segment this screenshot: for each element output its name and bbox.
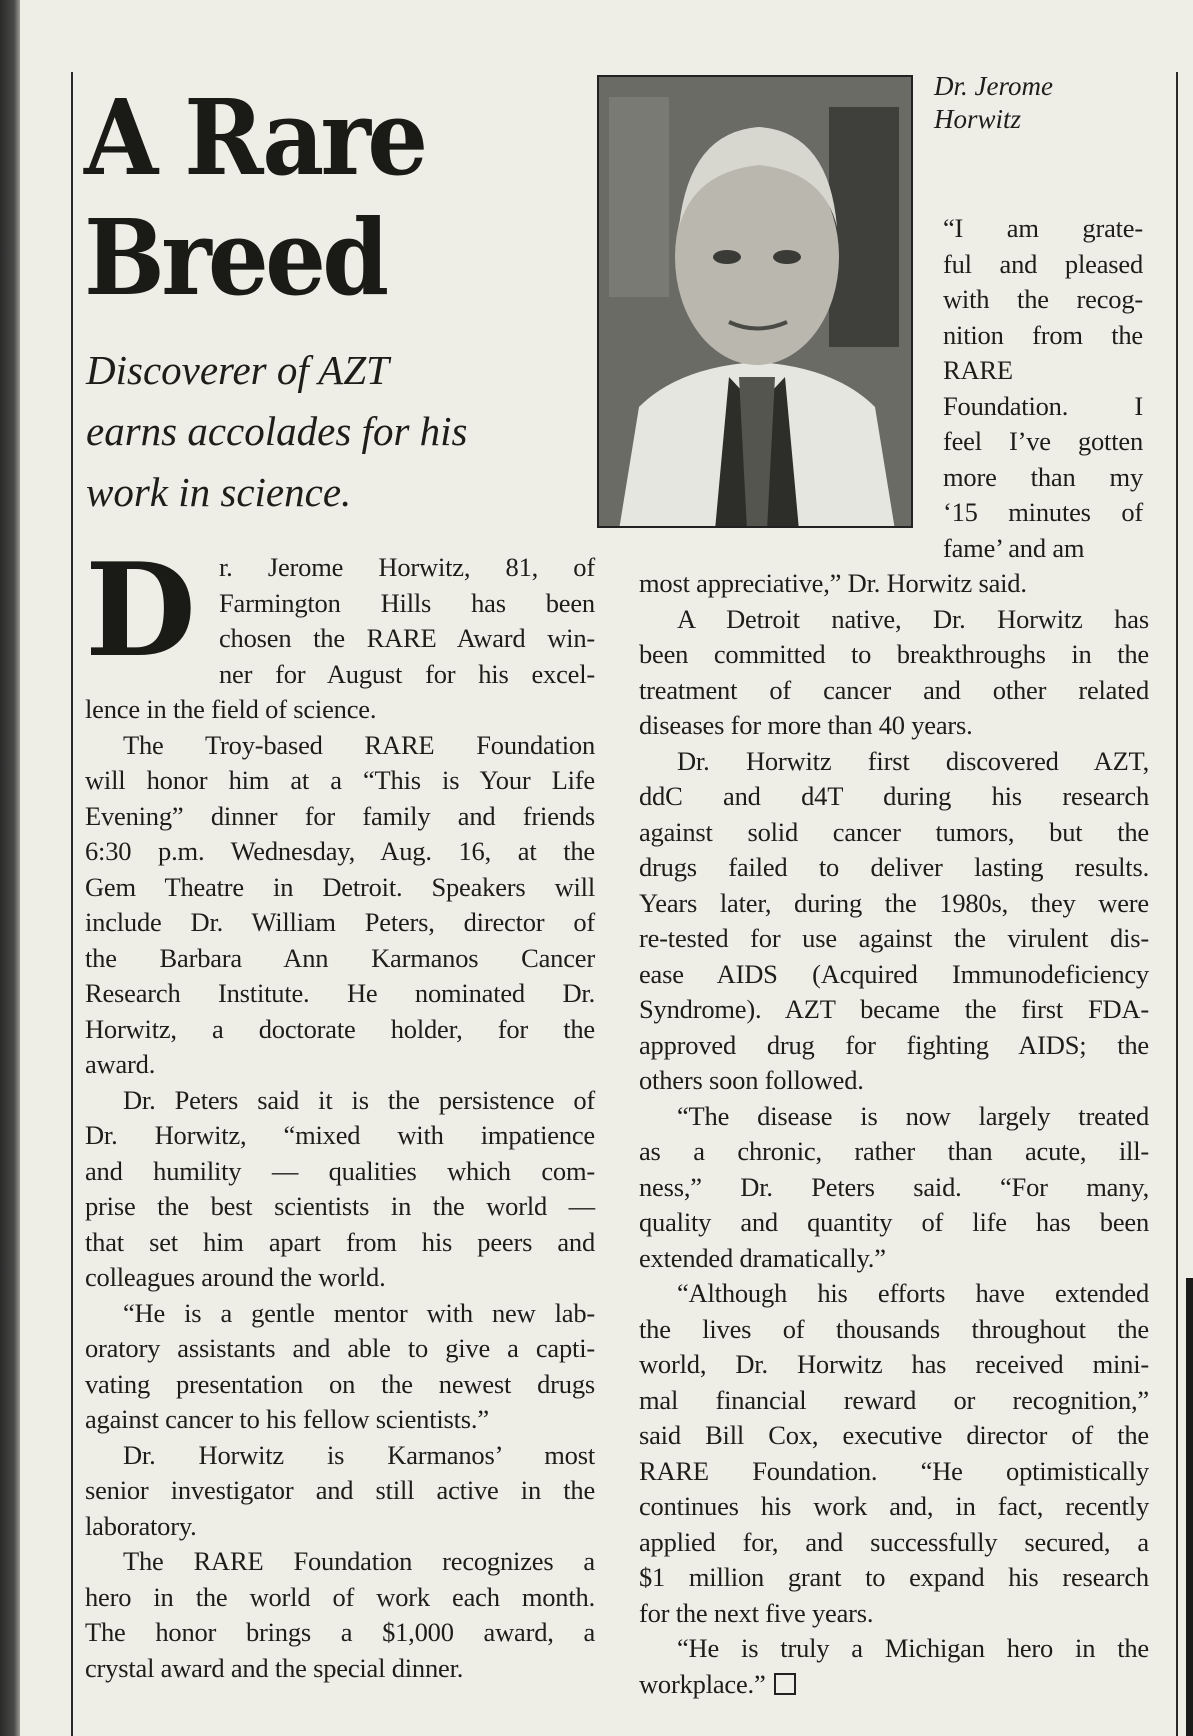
text-line (639, 1205, 1149, 1241)
text-line (85, 1047, 595, 1083)
text-line (639, 1560, 1149, 1596)
text-line-content: Research Institute. He nominated Dr. (85, 978, 595, 1008)
text-line (85, 1580, 595, 1616)
text-line (639, 1134, 1149, 1170)
text-line (639, 1099, 1149, 1135)
text-line (85, 870, 595, 906)
text-line (85, 976, 595, 1012)
text-line (639, 921, 1149, 957)
text-line (85, 1331, 595, 1367)
text-line (85, 1651, 595, 1687)
text-line-content: Dr. Peters said it is the persistence of (123, 1084, 595, 1115)
text-line-content: Gem Theatre in Detroit. Speakers will (85, 871, 595, 902)
text-line-content: approved drug for fighting AIDS; the (639, 1029, 1149, 1060)
text-line-content: extended dramatically.” (639, 1242, 886, 1273)
subheadline (86, 340, 556, 523)
text-line (943, 424, 1143, 460)
text-line-content: Horwitz, a doctorate holder, for the (85, 1013, 595, 1044)
text-line-content: ddC and d4T during his research (639, 781, 1149, 811)
text-line (85, 1189, 595, 1225)
text-line-content: “He is a gentle mentor with new lab- (123, 1297, 595, 1328)
text-line-content: “The disease is now largely treated (677, 1100, 1149, 1131)
text-line-content: The RARE Foundation recognizes a (123, 1546, 595, 1576)
text-line-content: Years later, during the 1980s, they were (639, 887, 1149, 918)
text-line (85, 692, 595, 728)
text-line (639, 992, 1149, 1028)
text-line (639, 1418, 1149, 1454)
text-line-content: the lives of thousands throughout the (639, 1313, 1149, 1344)
text-line-content: “He is truly a Michigan hero in the (677, 1633, 1149, 1663)
text-line-content: will honor him at a “This is Your Life (85, 765, 595, 795)
text-line-content: against cancer to his fellow scientists.” (85, 1404, 489, 1434)
photo-caption-line: Dr. Jerome (934, 71, 1053, 101)
text-line-content: ease AIDS (Acquired Immunodeficiency (639, 958, 1149, 989)
text-line (639, 1170, 1149, 1206)
photo-caption (934, 70, 1053, 136)
text-line (639, 886, 1149, 922)
text-line-content: ‘15 minutes of (943, 497, 1143, 527)
text-line-content: chosen the RARE Award win- (219, 623, 595, 653)
text-line-content: workplace.” (639, 1668, 766, 1699)
text-line-content: treatment of cancer and other related (639, 674, 1149, 705)
text-line-content: vating presentation on the newest drugs (85, 1368, 595, 1399)
text-line-content: that set him apart from his peers and (85, 1226, 595, 1257)
text-line (639, 957, 1149, 993)
text-line-content: ner for August for his excel- (219, 658, 595, 689)
text-line-content: Foundation. I (943, 390, 1143, 421)
text-line (85, 1367, 595, 1403)
text-line-content: quality and quantity of life has been (639, 1207, 1149, 1237)
text-line-content: $1 million grant to expand his research (639, 1562, 1149, 1592)
text-line-content: “I am grate- (943, 213, 1143, 243)
text-line-content: others soon followed. (639, 1065, 864, 1095)
text-line (639, 1347, 1149, 1383)
text-line (85, 1118, 595, 1154)
text-line-content: and humility — qualities which com- (85, 1155, 595, 1186)
text-line (943, 353, 1143, 389)
text-line-content: The honor brings a $1,000 award, a (85, 1617, 595, 1647)
drop-cap: D (85, 536, 196, 686)
text-line-content: crystal award and the special dinner. (85, 1652, 464, 1683)
text-line (85, 1225, 595, 1261)
text-line-content: ness,” Dr. Peters said. “For many, (639, 1171, 1149, 1202)
text-line-content: RARE (943, 355, 1013, 385)
text-line (85, 1544, 595, 1580)
text-line (639, 779, 1149, 815)
text-line (85, 1296, 595, 1332)
text-line (943, 460, 1143, 496)
text-line-content: Syndrome). AZT became the first FDA- (639, 994, 1149, 1024)
text-line (85, 1509, 595, 1545)
text-line-content: award. (85, 1049, 156, 1079)
text-line (85, 941, 595, 977)
text-line-content: most appreciative,” Dr. Horwitz said. (639, 568, 1027, 598)
portrait-photo (597, 75, 913, 528)
text-line-content: lence in the field of science. (85, 694, 377, 724)
text-line (85, 1615, 595, 1651)
text-line-content: applied for, and successfully secured, a (639, 1526, 1149, 1557)
text-line-content: colleagues around the world. (85, 1262, 386, 1292)
text-line (85, 1260, 595, 1296)
headline-line-1: A Rare (84, 76, 425, 199)
text-line-content: The Troy-based RARE Foundation (123, 729, 595, 760)
text-line (943, 318, 1143, 354)
text-line (639, 1667, 1149, 1703)
text-line-content: diseases for more than 40 years. (639, 710, 973, 740)
text-line (639, 815, 1149, 851)
text-line (639, 1596, 1149, 1632)
text-line (639, 1241, 1149, 1277)
text-line (85, 834, 595, 870)
text-line-content: senior investigator and still active in the (85, 1475, 595, 1505)
adjacent-page-bar (1186, 1278, 1193, 1736)
subheadline-line: work in science. (86, 469, 352, 515)
text-line-content: nition from the (943, 319, 1143, 350)
text-line (639, 1525, 1149, 1561)
text-line (639, 566, 1149, 602)
text-line (639, 1028, 1149, 1064)
article-column-left (85, 536, 595, 1686)
headline (84, 78, 424, 318)
text-line (85, 1473, 595, 1509)
text-line (943, 495, 1143, 531)
text-line (85, 1154, 595, 1190)
text-line-content: re-tested for use against the virulent dis- (639, 923, 1149, 953)
text-line-content: include Dr. William Peters, director of (85, 907, 595, 937)
text-line-content: hero in the world of work each month. (85, 1581, 595, 1612)
text-line (639, 673, 1149, 709)
text-line (85, 905, 595, 941)
subheadline-line: Discoverer of AZT (86, 347, 389, 393)
text-line-content: “Although his efforts have extended (677, 1278, 1149, 1308)
text-line-content: more than my (943, 461, 1143, 492)
text-line (85, 1012, 595, 1048)
text-line-content: Farmington Hills has been (219, 587, 595, 618)
text-line-content: drugs failed to deliver lasting results. (639, 852, 1149, 882)
end-of-article-mark-icon (774, 1673, 796, 1695)
text-line (85, 1438, 595, 1474)
text-line-content: r. Jerome Horwitz, 81, of (219, 552, 595, 582)
text-line-content: oratory assistants and able to give a capti- (85, 1333, 595, 1363)
text-line-content: said Bill Cox, executive director of the (639, 1420, 1149, 1450)
text-line-content: A Detroit native, Dr. Horwitz has (677, 603, 1149, 634)
text-line (639, 1631, 1149, 1667)
text-line-content: ful and pleased (943, 248, 1143, 279)
text-line-content: against solid cancer tumors, but the (639, 816, 1149, 847)
text-line (639, 1383, 1149, 1419)
text-line-content: the Barbara Ann Karmanos Cancer (85, 942, 595, 973)
text-line (943, 389, 1143, 425)
text-line-content: continues his work and, in fact, recently (639, 1491, 1149, 1521)
text-line-content: feel I’ve gotten (943, 426, 1143, 456)
text-line-content: Dr. Horwitz, “mixed with impatience (85, 1120, 595, 1150)
photo-caption-line: Horwitz (934, 104, 1022, 134)
text-line (85, 763, 595, 799)
pull-quote-column (943, 211, 1143, 566)
text-line (639, 1489, 1149, 1525)
headline-line-2: Breed (84, 196, 386, 319)
text-line-content: 6:30 p.m. Wednesday, Aug. 16, at the (85, 836, 595, 866)
text-line (639, 1276, 1149, 1312)
text-line (85, 799, 595, 835)
text-line-content: fame’ and am (943, 532, 1085, 563)
text-line (639, 1312, 1149, 1348)
column-rule-right (1176, 72, 1178, 1736)
portrait-illustration (599, 77, 913, 528)
text-line-content: for the next five years. (639, 1597, 874, 1628)
text-line (943, 247, 1143, 283)
text-line (943, 531, 1143, 567)
text-line (639, 602, 1149, 638)
text-line (85, 728, 595, 764)
text-line (639, 708, 1149, 744)
text-line (85, 1083, 595, 1119)
scan-edge-shadow (0, 0, 20, 1736)
text-line-content: Dr. Horwitz first discovered AZT, (677, 745, 1149, 776)
text-line-content: world, Dr. Horwitz has received mini- (639, 1349, 1149, 1379)
text-line (85, 1402, 595, 1438)
text-line-content: been committed to breakthroughs in the (639, 639, 1149, 669)
column-rule-left (71, 72, 73, 1736)
text-line-content: RARE Foundation. “He optimistically (639, 1455, 1149, 1486)
article-column-right (639, 566, 1149, 1702)
text-line-content: mal financial reward or recognition,” (639, 1384, 1149, 1415)
text-line (639, 1454, 1149, 1490)
text-line-content: Evening” dinner for family and friends (85, 800, 595, 831)
subheadline-line: earns accolades for his (86, 408, 468, 454)
text-line (639, 637, 1149, 673)
text-line-content: Dr. Horwitz is Karmanos’ most (123, 1439, 595, 1470)
text-line (943, 282, 1143, 318)
text-line-content: laboratory. (85, 1510, 197, 1541)
text-line (639, 744, 1149, 780)
text-line-content: as a chronic, rather than acute, ill- (639, 1136, 1149, 1166)
text-line (639, 850, 1149, 886)
text-line-content: with the recog- (943, 284, 1143, 314)
text-line (943, 211, 1143, 247)
text-line-content: prise the best scientists in the world — (85, 1191, 595, 1221)
text-line (639, 1063, 1149, 1099)
